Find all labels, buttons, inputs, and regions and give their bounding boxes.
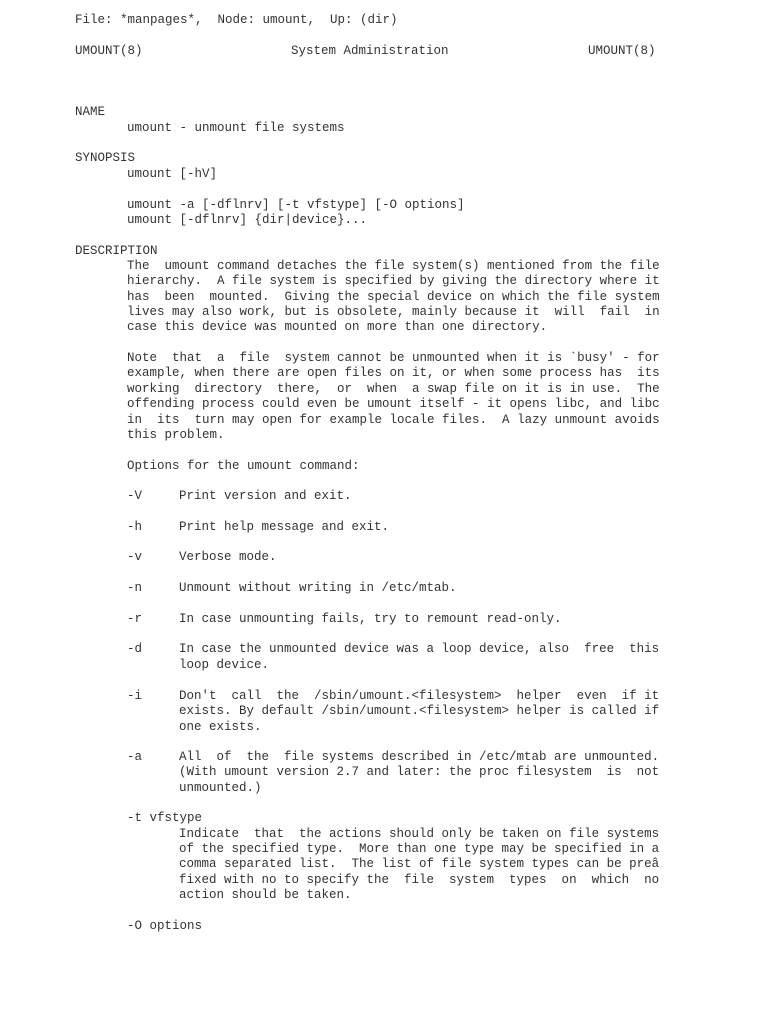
- option-desc: Print help message and exit.: [179, 520, 390, 534]
- option-flag: -v: [127, 550, 143, 564]
- option-desc: In case the unmounted device was a loop device, also free this: [179, 642, 660, 656]
- option-flag: -d: [127, 642, 143, 656]
- option-flag: -r: [127, 612, 143, 626]
- name-body: umount - unmount file systems: [127, 121, 345, 135]
- synopsis-line: umount [-dflnrv] {dir|device}...: [127, 213, 368, 227]
- option-desc: exists. By default /sbin/umount.<filesystem> helper is called if: [179, 704, 660, 718]
- synopsis-line: umount [-hV]: [127, 167, 218, 181]
- description-line: working directory there, or when a swap file on it is in use. The: [127, 382, 660, 396]
- option-flag: -a: [127, 750, 143, 764]
- option-flag: -h: [127, 520, 143, 534]
- option-desc: one exists.: [179, 720, 262, 734]
- description-line: offending process could even be umount itself - it opens libc, and libc: [127, 397, 660, 411]
- option-desc: unmounted.): [179, 781, 262, 795]
- synopsis-heading: SYNOPSIS: [75, 151, 136, 165]
- option-flag: -n: [127, 581, 143, 595]
- description-line: this problem.: [127, 428, 225, 442]
- description-line: The umount command detaches the file system(s) mentioned from the file: [127, 259, 660, 273]
- option-flag: -O options: [127, 919, 203, 933]
- option-desc: of the specified type. More than one type may be specified in a: [179, 842, 660, 856]
- description-line: example, when there are open files on it, or when some process has its: [127, 366, 660, 380]
- description-line: Note that a file system cannot be unmounted when it is `busy' - for: [127, 351, 660, 365]
- options-intro: Options for the umount command:: [127, 459, 360, 473]
- option-desc: Don't call the /sbin/umount.<filesystem> helper even if it: [179, 689, 660, 703]
- option-desc: comma separated list. The list of file system types can be preâ: [179, 857, 680, 871]
- option-desc: All of the file systems described in /etc/mtab are unmounted.: [179, 750, 660, 764]
- page-header-right: UMOUNT(8): [588, 44, 656, 58]
- description-heading: DESCRIPTION: [75, 244, 158, 258]
- option-desc: fixed with no to specify the file system types on which no: [179, 873, 660, 887]
- page-header-left: UMOUNT(8): [75, 44, 143, 58]
- description-line: lives may also work, but is obsolete, mainly because it will fail in: [127, 305, 660, 319]
- option-desc: Print version and exit.: [179, 489, 352, 503]
- option-desc: action should be taken.: [179, 888, 352, 902]
- option-desc: Unmount without writing in /etc/mtab.: [179, 581, 457, 595]
- description-line: has been mounted. Giving the special device on which the file system: [127, 290, 660, 304]
- option-desc: Indicate that the actions should only be taken on file systems: [179, 827, 660, 841]
- option-flag: -V: [127, 489, 143, 503]
- option-desc: Verbose mode.: [179, 550, 277, 564]
- option-flag: -t vfstype: [127, 811, 203, 825]
- description-line: case this device was mounted on more than one directory.: [127, 320, 548, 334]
- option-desc: In case unmounting fails, try to remount read-only.: [179, 612, 562, 626]
- description-line: hierarchy. A file system is specified by giving the directory where it: [127, 274, 660, 288]
- option-desc: (With umount version 2.7 and later: the proc filesystem is not: [179, 765, 660, 779]
- name-heading: NAME: [75, 105, 106, 119]
- option-desc: loop device.: [179, 658, 270, 672]
- description-line: in its turn may open for example locale files. A lazy unmount avoids: [127, 413, 660, 427]
- info-node-header: File: *manpages*, Node: umount, Up: (dir): [75, 13, 398, 27]
- page-header-center: System Administration: [291, 44, 449, 58]
- option-flag: -i: [127, 689, 143, 703]
- synopsis-line: umount -a [-dflnrv] [-t vfstype] [-O options]: [127, 198, 465, 212]
